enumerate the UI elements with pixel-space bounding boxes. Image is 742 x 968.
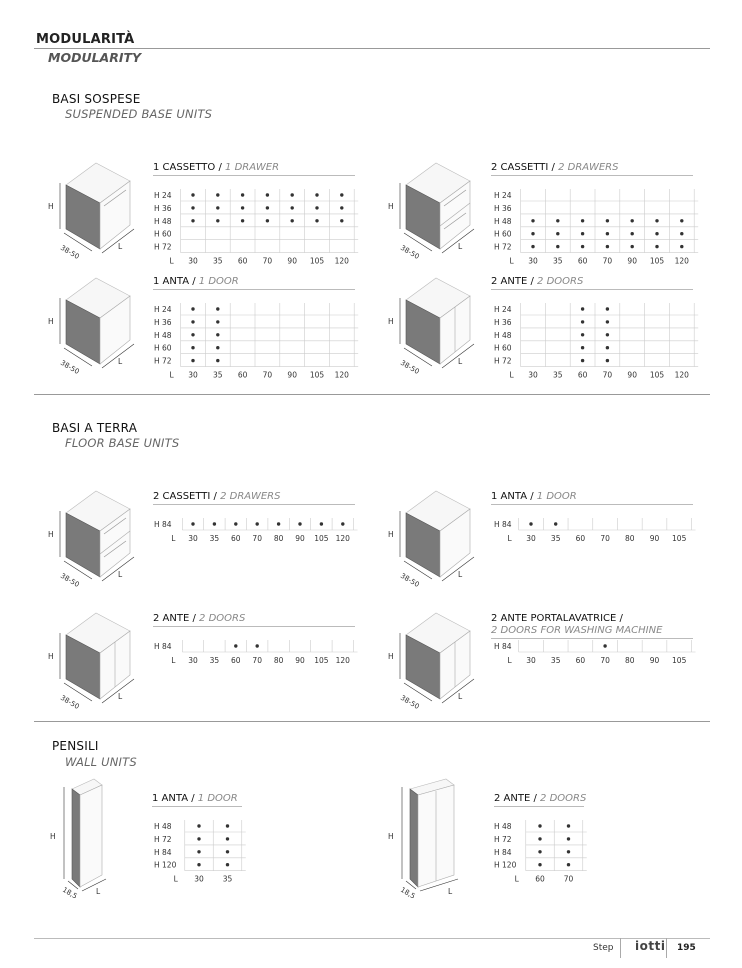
row-label: H 120 xyxy=(494,860,517,870)
row-label: H 72 xyxy=(494,834,512,844)
cabinet-icon xyxy=(44,483,144,589)
col-label: 90 xyxy=(627,370,637,380)
availability-dot xyxy=(655,245,658,248)
availability-dot xyxy=(226,850,229,853)
product-title: 1 ANTA / 1 DOOR xyxy=(153,276,355,290)
height-label: H xyxy=(388,832,394,841)
availability-dot xyxy=(581,346,584,349)
depth-label: 38-50 xyxy=(59,243,81,261)
availability-table xyxy=(490,636,700,672)
col-label: 35 xyxy=(553,370,563,380)
product-title: 2 ANTE PORTALAVATRICE / 2 DOORS FOR WASHING MACHINE xyxy=(491,613,693,639)
col-label: 105 xyxy=(649,256,665,266)
availability-dot xyxy=(603,644,606,647)
row-label: H 60 xyxy=(154,343,172,353)
row-label: H 72 xyxy=(154,834,172,844)
col-label: 90 xyxy=(287,256,297,266)
availability-table xyxy=(150,816,250,890)
availability-dot xyxy=(256,644,259,647)
availability-dot xyxy=(581,245,584,248)
availability-table xyxy=(150,514,360,550)
availability-dot xyxy=(191,346,194,349)
row-label: H 72 xyxy=(494,242,512,252)
availability-dot xyxy=(606,219,609,222)
row-label: H 48 xyxy=(494,330,512,340)
availability-dot xyxy=(226,863,229,866)
height-label: H xyxy=(48,530,54,539)
availability-dot xyxy=(567,850,570,853)
col-label: 105 xyxy=(309,370,325,380)
product-title: 2 ANTE / 2 DOORS xyxy=(153,613,355,627)
cabinet-icon xyxy=(44,605,144,711)
row-label: H 60 xyxy=(494,343,512,353)
section-subtitle: FLOOR BASE UNITS xyxy=(65,436,180,450)
width-axis-label: L xyxy=(171,656,176,665)
availability-dot xyxy=(631,232,634,235)
height-label: H xyxy=(48,317,54,326)
product-title: 1 CASSETTO / 1 DRAWER xyxy=(153,162,355,176)
width-axis-label: L xyxy=(173,874,178,884)
product-title: 2 CASSETTI / 2 DRAWERS xyxy=(153,491,355,505)
section-title: BASI SOSPESE xyxy=(52,92,141,106)
cabinet-drawing xyxy=(48,278,134,376)
col-label: 90 xyxy=(295,656,305,665)
availability-dot xyxy=(298,522,301,525)
col-label: 90 xyxy=(295,534,305,543)
availability-dot xyxy=(538,837,541,840)
col-label: 80 xyxy=(625,656,635,665)
availability-dot xyxy=(556,219,559,222)
height-label: H xyxy=(388,530,394,539)
product-title: 1 ANTA / 1 DOOR xyxy=(152,793,242,807)
availability-dot xyxy=(340,193,343,196)
cabinet-icon xyxy=(384,270,484,376)
availability-dot xyxy=(241,206,244,209)
availability-dot xyxy=(197,824,200,827)
height-label: H xyxy=(388,317,394,326)
width-label: L xyxy=(458,357,463,366)
col-label: 105 xyxy=(672,534,687,543)
availability-dot xyxy=(340,219,343,222)
page-number: 195 xyxy=(677,943,696,953)
col-label: 60 xyxy=(535,874,545,884)
cabinet-drawing xyxy=(388,163,474,261)
availability-dot xyxy=(538,850,541,853)
footer-rule xyxy=(34,938,710,939)
col-label: 35 xyxy=(553,256,563,266)
cabinet-icon xyxy=(384,605,484,711)
availability-dot xyxy=(581,219,584,222)
cabinet-drawing xyxy=(50,779,106,901)
col-label: 70 xyxy=(563,874,574,884)
availability-dot xyxy=(680,219,683,222)
availability-dot xyxy=(216,320,219,323)
row-label: H 72 xyxy=(494,356,512,366)
availability-table xyxy=(150,636,360,672)
availability-dot xyxy=(315,193,318,196)
availability-dot xyxy=(567,824,570,827)
col-label: 60 xyxy=(575,534,586,543)
col-label: 105 xyxy=(672,656,687,665)
cabinet-drawing xyxy=(388,613,474,711)
col-label: 120 xyxy=(674,370,689,380)
width-axis-label: L xyxy=(509,370,514,380)
availability-dot xyxy=(216,219,219,222)
width-axis-label: L xyxy=(169,370,174,380)
col-label: 120 xyxy=(334,256,349,266)
width-axis-label: L xyxy=(507,656,512,665)
availability-table xyxy=(490,816,590,890)
iotti-logo: iotti xyxy=(635,939,666,953)
row-label: H 72 xyxy=(154,242,172,252)
depth-label: 38-50 xyxy=(399,571,421,589)
col-label: 30 xyxy=(188,256,198,266)
availability-dot xyxy=(234,644,237,647)
row-label: H 48 xyxy=(154,216,172,226)
col-label: 70 xyxy=(602,370,613,380)
col-label: 60 xyxy=(231,656,241,665)
depth-label: 18,5 xyxy=(399,885,417,901)
col-label: 30 xyxy=(188,656,198,665)
col-label: 120 xyxy=(334,370,349,380)
availability-dot xyxy=(216,206,219,209)
availability-dot xyxy=(655,232,658,235)
availability-dot xyxy=(216,307,219,310)
availability-dot xyxy=(216,333,219,336)
col-label: 70 xyxy=(262,256,273,266)
height-label: H xyxy=(48,202,54,211)
availability-dot xyxy=(340,206,343,209)
availability-dot xyxy=(556,245,559,248)
col-label: 70 xyxy=(600,656,610,665)
page-subtitle: MODULARITY xyxy=(48,50,142,65)
width-label: L xyxy=(118,357,123,366)
availability-dot xyxy=(631,219,634,222)
width-axis-label: L xyxy=(169,256,174,266)
availability-dot xyxy=(531,232,534,235)
row-label: H 24 xyxy=(154,305,172,314)
cabinet-drawing xyxy=(48,491,134,589)
col-label: 35 xyxy=(209,656,220,665)
availability-dot xyxy=(256,522,259,525)
height-label: H xyxy=(48,652,54,661)
availability-dot xyxy=(529,522,532,525)
product-title: 2 ANTE / 2 DOORS xyxy=(491,276,693,290)
col-label: 70 xyxy=(600,534,610,543)
availability-dot xyxy=(581,307,584,310)
height-label: H xyxy=(388,202,394,211)
availability-dot xyxy=(606,245,609,248)
row-label: H 24 xyxy=(154,191,172,200)
availability-dot xyxy=(531,245,534,248)
row-label: H 48 xyxy=(494,216,512,226)
row-label: H 84 xyxy=(154,847,172,857)
col-label: 70 xyxy=(262,370,273,380)
footer-divider xyxy=(666,938,667,958)
header-rule xyxy=(34,48,710,49)
col-label: 120 xyxy=(674,256,689,266)
availability-dot xyxy=(631,245,634,248)
availability-dot xyxy=(567,837,570,840)
availability-dot xyxy=(226,837,229,840)
cabinet-drawing xyxy=(388,278,474,376)
availability-dot xyxy=(191,206,194,209)
width-axis-label: L xyxy=(514,874,519,884)
availability-dot xyxy=(531,219,534,222)
col-label: 80 xyxy=(273,534,284,543)
availability-dot xyxy=(554,522,557,525)
height-label: H xyxy=(50,832,56,841)
availability-dot xyxy=(291,206,294,209)
row-label: H 84 xyxy=(154,520,172,529)
product-title: 2 ANTE / 2 DOORS xyxy=(494,793,584,807)
col-label: 30 xyxy=(526,534,536,543)
row-label: H 36 xyxy=(494,317,512,327)
row-label: H 84 xyxy=(154,642,172,651)
col-label: 30 xyxy=(188,370,198,380)
col-label: 35 xyxy=(209,534,220,543)
col-label: 60 xyxy=(231,534,241,543)
col-label: 35 xyxy=(213,370,223,380)
col-label: 70 xyxy=(602,256,613,266)
section-title: BASI A TERRA xyxy=(52,421,138,435)
availability-dot xyxy=(341,522,344,525)
col-label: 120 xyxy=(335,656,350,665)
availability-dot xyxy=(191,320,194,323)
availability-dot xyxy=(241,193,244,196)
row-label: H 120 xyxy=(154,860,177,870)
cabinet-icon xyxy=(384,483,484,589)
col-label: 105 xyxy=(309,256,325,266)
availability-dot xyxy=(266,219,269,222)
availability-dot xyxy=(315,206,318,209)
availability-dot xyxy=(216,346,219,349)
col-label: 70 xyxy=(252,656,262,665)
col-label: 60 xyxy=(237,370,248,380)
availability-dot xyxy=(191,307,194,310)
row-label: H 36 xyxy=(154,317,172,327)
height-label: H xyxy=(388,652,394,661)
col-label: 120 xyxy=(335,534,350,543)
col-label: 35 xyxy=(213,256,223,266)
availability-dot xyxy=(606,307,609,310)
row-label: H 24 xyxy=(494,305,512,314)
row-label: H 36 xyxy=(154,203,172,213)
cabinet-icon xyxy=(384,775,484,901)
section-subtitle: SUSPENDED BASE UNITS xyxy=(65,107,213,121)
col-label: 60 xyxy=(577,256,588,266)
availability-dot xyxy=(291,219,294,222)
availability-dot xyxy=(655,219,658,222)
depth-label: 38-50 xyxy=(399,358,421,376)
availability-dot xyxy=(216,359,219,362)
availability-dot xyxy=(277,522,280,525)
availability-table xyxy=(490,299,700,387)
availability-dot xyxy=(581,232,584,235)
availability-table xyxy=(150,185,360,273)
availability-dot xyxy=(581,320,584,323)
cabinet-side xyxy=(72,789,80,887)
row-label: H 36 xyxy=(494,203,512,213)
col-label: 30 xyxy=(528,256,538,266)
availability-dot xyxy=(234,522,237,525)
availability-dot xyxy=(606,346,609,349)
width-label: L xyxy=(458,242,463,251)
cabinet-side xyxy=(410,789,418,887)
availability-dot xyxy=(216,193,219,196)
row-label: H 48 xyxy=(154,330,172,340)
row-label: H 72 xyxy=(154,356,172,366)
availability-dot xyxy=(315,219,318,222)
width-label: L xyxy=(118,242,123,251)
col-label: 35 xyxy=(550,534,561,543)
col-label: 90 xyxy=(287,370,297,380)
col-label: 105 xyxy=(649,370,665,380)
availability-table xyxy=(490,185,700,273)
cabinet-icon xyxy=(44,775,134,901)
availability-dot xyxy=(266,206,269,209)
cabinet-icon xyxy=(384,155,484,261)
cabinet-icon xyxy=(44,155,144,261)
row-label: H 60 xyxy=(154,229,172,239)
availability-dot xyxy=(320,522,323,525)
cabinet-drawing xyxy=(388,779,458,901)
footer-brand: Step xyxy=(593,943,614,953)
product-title: 1 ANTA / 1 DOOR xyxy=(491,491,693,505)
depth-label: 38-50 xyxy=(399,693,421,711)
width-axis-label: L xyxy=(507,534,512,543)
availability-table xyxy=(150,299,360,387)
section-rule xyxy=(34,721,710,722)
depth-label: 38-50 xyxy=(59,693,81,711)
availability-dot xyxy=(680,232,683,235)
row-label: H 48 xyxy=(494,822,512,831)
availability-dot xyxy=(191,522,194,525)
availability-dot xyxy=(606,320,609,323)
row-label: H 24 xyxy=(494,191,512,200)
cabinet-front xyxy=(80,785,102,887)
width-label: L xyxy=(458,570,463,579)
width-label: L xyxy=(118,692,123,701)
availability-dot xyxy=(606,359,609,362)
row-label: H 84 xyxy=(494,847,512,857)
depth-label: 18,5 xyxy=(61,885,79,901)
cabinet-drawing xyxy=(388,491,474,589)
availability-dot xyxy=(291,193,294,196)
col-label: 30 xyxy=(526,656,536,665)
availability-dot xyxy=(191,359,194,362)
availability-dot xyxy=(213,522,216,525)
row-label: H 48 xyxy=(154,822,172,831)
availability-dot xyxy=(606,333,609,336)
col-label: 90 xyxy=(627,256,637,266)
row-label: H 84 xyxy=(494,520,512,529)
col-label: 30 xyxy=(194,874,204,884)
col-label: 30 xyxy=(188,534,198,543)
depth-label: 38-50 xyxy=(399,243,421,261)
availability-dot xyxy=(266,193,269,196)
width-axis-label: L xyxy=(509,256,514,266)
row-label: H 60 xyxy=(494,229,512,239)
availability-dot xyxy=(191,333,194,336)
availability-dot xyxy=(191,193,194,196)
availability-dot xyxy=(197,837,200,840)
availability-dot xyxy=(191,219,194,222)
col-label: 80 xyxy=(273,656,284,665)
col-label: 60 xyxy=(577,370,588,380)
product-title: 2 CASSETTI / 2 DRAWERS xyxy=(491,162,693,176)
col-label: 60 xyxy=(575,656,586,665)
availability-dot xyxy=(538,824,541,827)
availability-dot xyxy=(680,245,683,248)
col-label: 90 xyxy=(649,656,660,665)
availability-dot xyxy=(241,219,244,222)
availability-dot xyxy=(197,863,200,866)
width-axis-label: L xyxy=(171,534,176,543)
width-label: L xyxy=(118,570,123,579)
section-subtitle: WALL UNITS xyxy=(65,755,137,769)
page-title: MODULARITÀ xyxy=(36,32,135,47)
width-label: L xyxy=(448,887,453,896)
depth-label: 38-50 xyxy=(59,571,81,589)
col-label: 90 xyxy=(649,534,660,543)
col-label: 35 xyxy=(550,656,561,665)
section-rule xyxy=(34,394,710,395)
availability-dot xyxy=(538,863,541,866)
footer-divider xyxy=(620,938,621,958)
col-label: 35 xyxy=(222,874,233,884)
col-label: 30 xyxy=(528,370,538,380)
col-label: 70 xyxy=(252,534,262,543)
row-label: H 84 xyxy=(494,642,512,651)
depth-label: 38-50 xyxy=(59,358,81,376)
availability-table xyxy=(490,514,700,550)
cabinet-drawing xyxy=(48,163,134,261)
availability-dot xyxy=(226,824,229,827)
col-label: 60 xyxy=(237,256,248,266)
cabinet-drawing xyxy=(48,613,134,711)
availability-dot xyxy=(556,232,559,235)
width-label: L xyxy=(458,692,463,701)
col-label: 105 xyxy=(314,534,329,543)
availability-dot xyxy=(567,863,570,866)
availability-dot xyxy=(606,232,609,235)
availability-dot xyxy=(581,333,584,336)
col-label: 105 xyxy=(314,656,329,665)
availability-dot xyxy=(581,359,584,362)
section-title: PENSILI xyxy=(52,739,99,753)
width-label: L xyxy=(96,887,101,896)
col-label: 80 xyxy=(625,534,635,543)
cabinet-icon xyxy=(44,270,144,376)
availability-dot xyxy=(197,850,200,853)
